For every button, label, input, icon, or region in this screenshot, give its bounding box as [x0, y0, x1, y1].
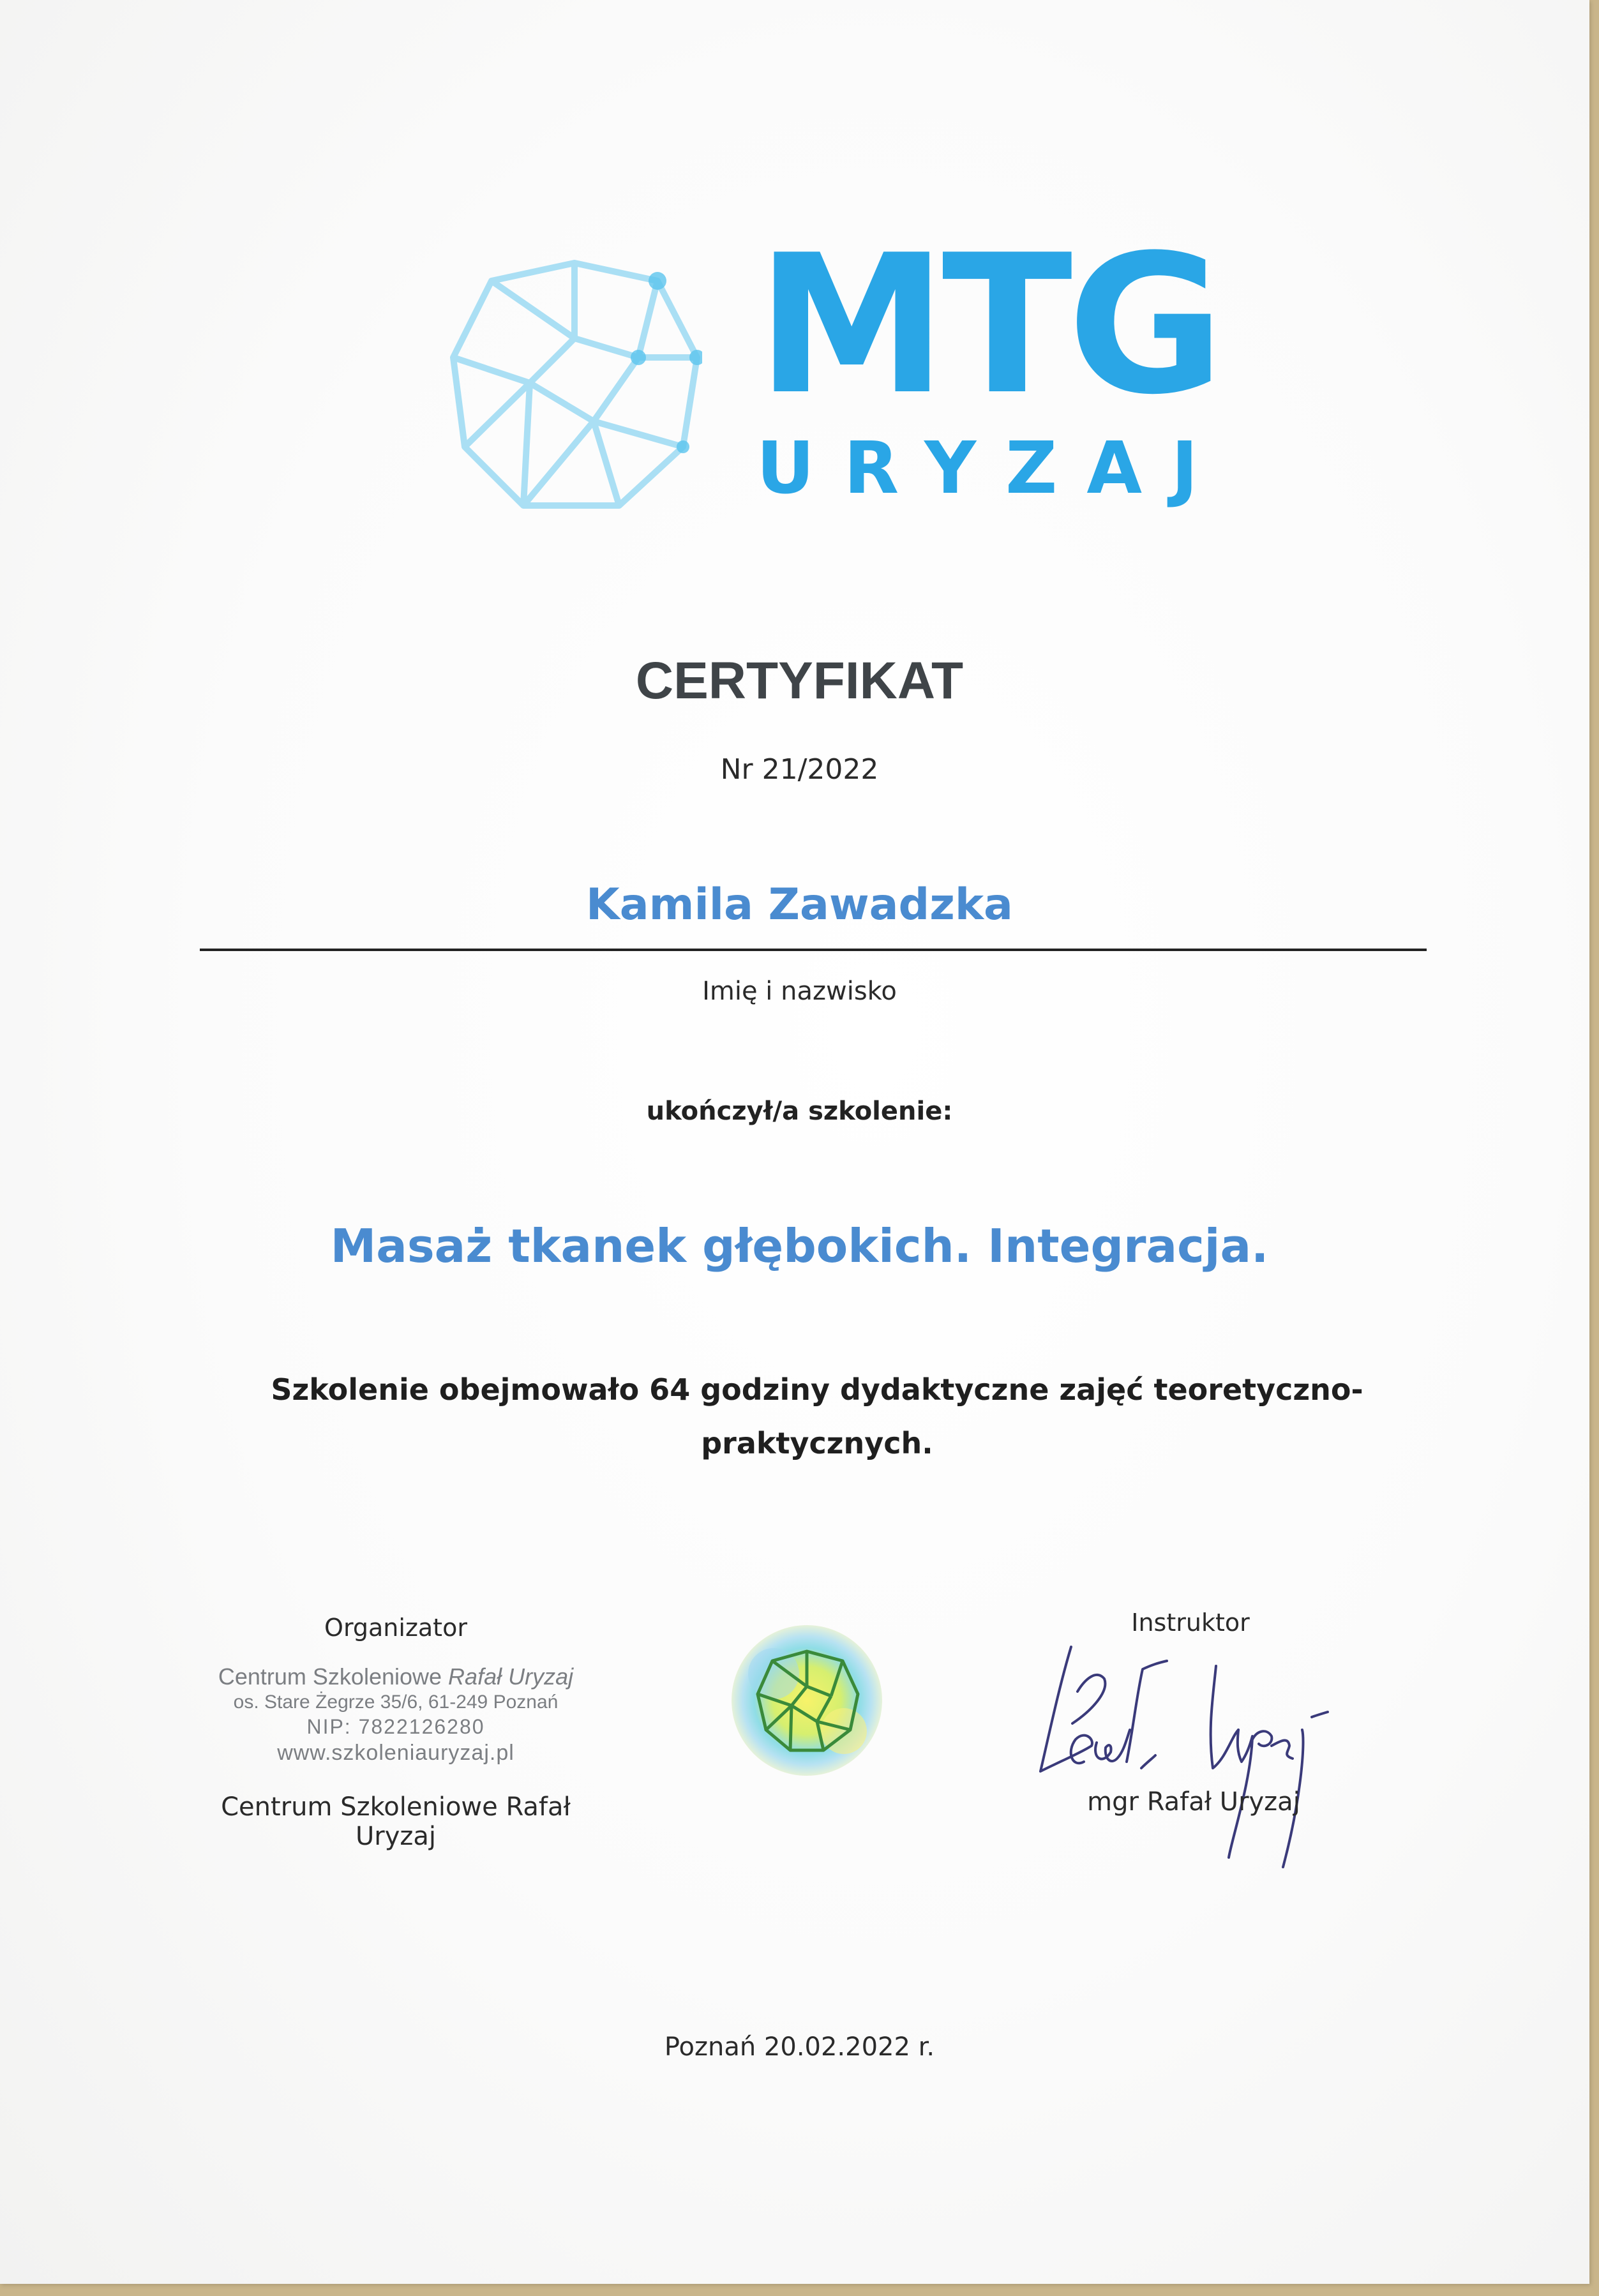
- stamp-company-owner: Rafał Uryzaj: [448, 1663, 574, 1690]
- recipient-name: Kamila Zawadzka: [586, 880, 1013, 930]
- instructor-signature: [1021, 1634, 1404, 1889]
- instructor-label: Instruktor: [1131, 1609, 1250, 1637]
- certificate-number: Nr 21/2022: [720, 753, 879, 786]
- place-and-date: Poznań 20.02.2022 r.: [664, 2032, 935, 2062]
- stamp-line-address: os. Stare Żegrze 35/6, 61-249 Poznań: [233, 1692, 559, 1713]
- course-description: Szkolenie obejmowało 64 godziny dydaktyczne zajęć teoretyczno-praktycznych.: [271, 1372, 1363, 1460]
- stamp-company-prefix: Centrum Szkoleniowe: [218, 1663, 442, 1690]
- instructor-name: mgr Rafał Uryzaj: [1087, 1787, 1300, 1817]
- mtg-logo-mark-icon: [447, 255, 702, 517]
- completed-label: ukończył/a szkolenie:: [646, 1097, 953, 1126]
- stamp-line-nip: NIP: 7822126280: [306, 1715, 485, 1738]
- stamp-line-website: www.szkoleniauryzaj.pl: [277, 1741, 514, 1765]
- organizer-label: Organizator: [324, 1614, 467, 1642]
- logo-subbrand-text: URYZAJ: [756, 427, 1227, 510]
- name-underline: [200, 949, 1427, 951]
- logo-brand-text: MTG: [756, 214, 1220, 437]
- hologram-seal-icon: [729, 1623, 885, 1778]
- organizer-name: Centrum Szkoleniowe Rafał Uryzaj: [221, 1792, 571, 1851]
- course-title: Masaż tkanek głębokich. Integracja.: [330, 1219, 1269, 1273]
- name-caption: Imię i nazwisko: [702, 977, 897, 1006]
- certificate-title: CERTYFIKAT: [635, 652, 964, 710]
- stamp-line-company: [204, 1662, 587, 1692]
- organizer-stamp: [204, 1662, 587, 1766]
